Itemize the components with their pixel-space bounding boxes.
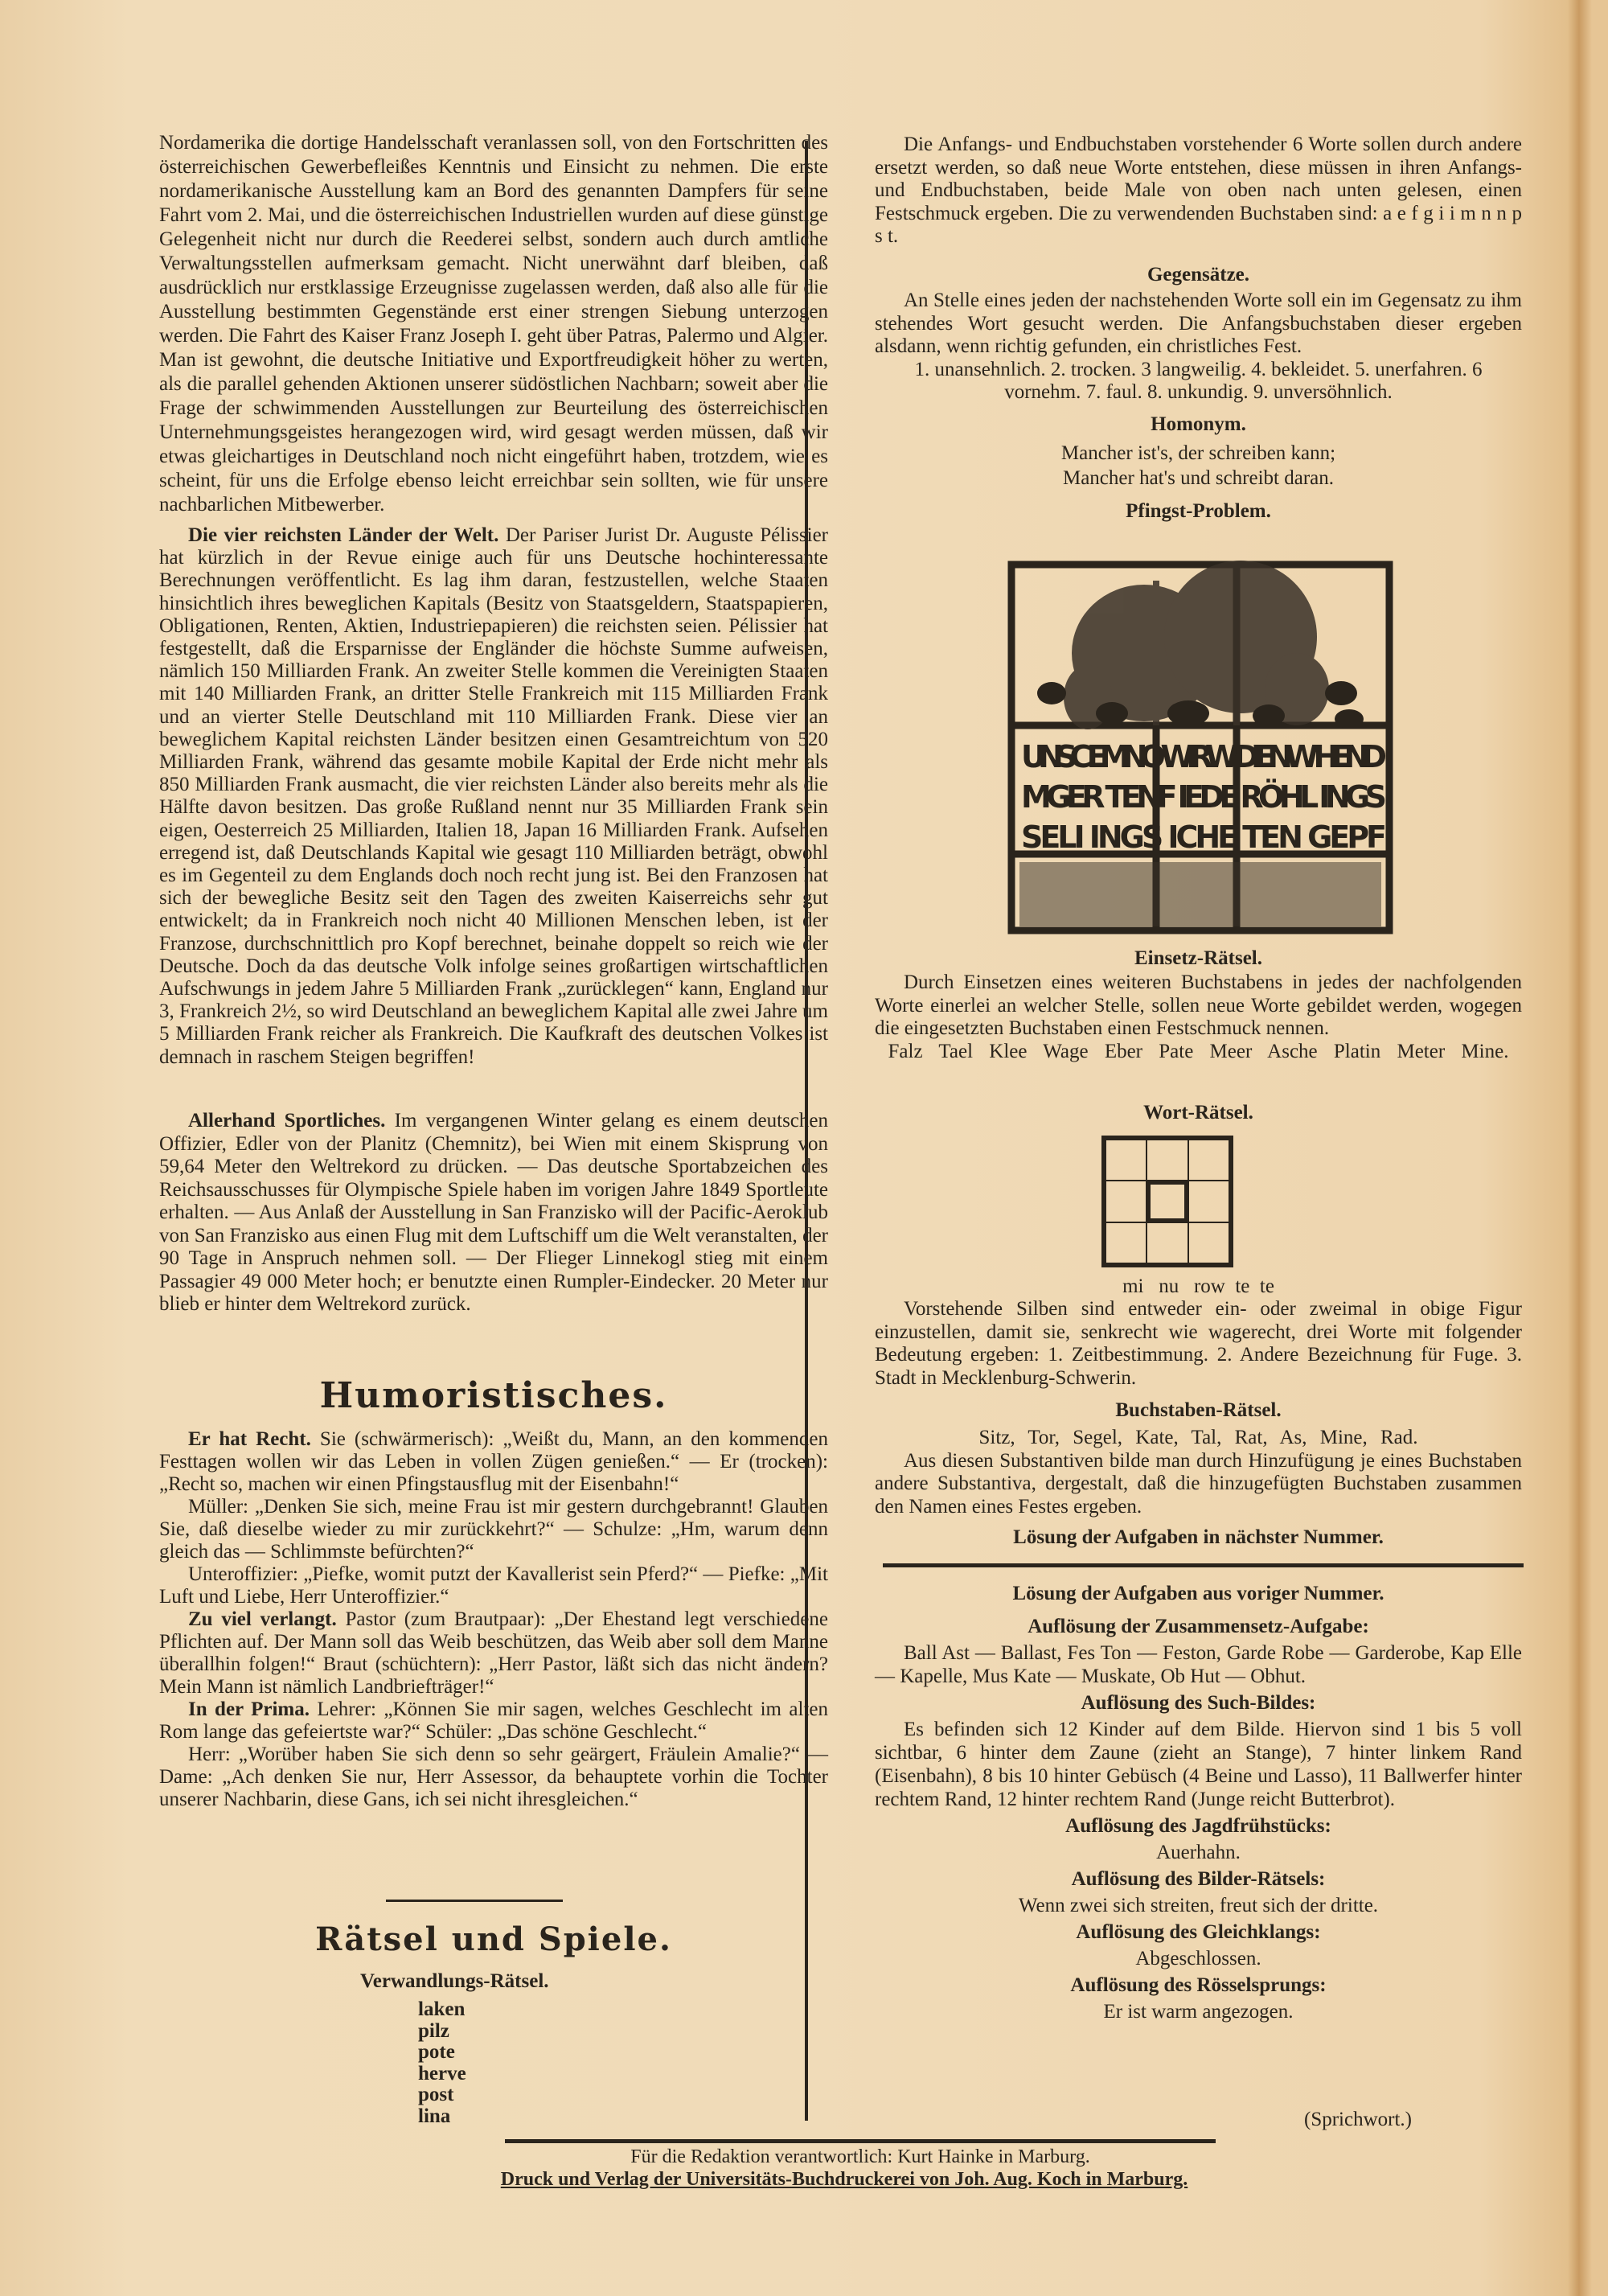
solutions-title: Lösung der Aufgaben aus voriger Nummer. <box>1012 1583 1384 1604</box>
solution-title: Auflösung des Such-Bildes: <box>1081 1692 1316 1714</box>
next-issue-note: Lösung der Aufgaben in nächster Nummer. <box>1013 1526 1384 1548</box>
article-lead: Allerhand Sportliches. <box>188 1110 386 1132</box>
solution-text: Auerhahn. <box>1156 1842 1241 1863</box>
joke-text: Müller: „Denken Sie sich, meine Frau ist mir gestern durchgebrannt! Glauben Sie, daß dieselbe wieder zu mir zurückkehrt?“ — Schulze: „Hm, warum denn gleich das — Schlimmste befürchten?“ <box>159 1496 828 1563</box>
joke-text: Herr: „Worüber haben Sie sich denn so sehr geärgert, Fräulein Amalie?“ — Dame: „Ach denken Sie nur, Herr Assessor, da behauptete vorhin die Tochter unserer Nachbarin, diese Gans, ich sei nicht ihresgleichen.“ <box>159 1744 828 1810</box>
word-list: Falz Tael Klee Wage Eber Pate Meer Asche Platin Meter Mine. <box>888 1040 1509 1062</box>
puzzle-word: pilz <box>418 2019 449 2042</box>
paragraph: Nordamerika die dortige Handelsschaft veranlassen soll, von den Fortschritten des österreichischen Gewerbefleißes Kenntnis und Einsicht zu nehmen. Die erste nordamerikanische Ausstellung kam an Bord des genannten Dampfers für seine Fahrt vom 2. Mai, und die österreichischen Industriellen wurden auf diese günstige Gelegenheit nicht nur durch die Reederei selbst, sondern auch durch amtliche Verwaltungsstellen aufmerksam gemacht. Nicht unerwähnt darf bleiben, daß ausdrücklich nur erstklassige Erzeugnisse zugelassen werden, daß also alle für die Ausstellung bestimmten Gegenstände erst einer strengen Siebung unterzogen werden. Die Fahrt des Kaiser Franz Joseph I. geht über Patras, Palermo und Algier. Man ist gewohnt, die deutsche Initiative und Exportfreudigkeit höher zu werten, als die parallel gehenden Aktionen unserer südöstlichen Nachbarn; soweit aber die Frage der schwimmenden Ausstellungen zur Beurteilung des österreichischen Unternehmungsgeistes herangezogen wird, wird gesagt werden müssen, daß wir etwas gleichartiges in Deutschland noch nicht eingeführt haben, trotzdem, wie es scheint, für uns die Erfolge ebenso leicht erreichbar sein sollten, wie für unsere nachbarlichen Mitbewerber. <box>159 132 828 515</box>
pfingst-picture-puzzle <box>995 532 1526 939</box>
homonym-verse <box>875 441 1522 491</box>
paragraph: Aus diesen Substantiven bilde man durch Hinzufügung je eines Buchstaben andere Substantiva, dergestalt, daß die hinzugefügten Buchstaben zusammen den Namen eines Festes ergeben. <box>875 1449 1522 1518</box>
solution-text: Er ist warm angezogen. <box>1103 2001 1294 2023</box>
footer-printer: Druck und Verlag der Universitäts-Buchdruckerei von Joh. Aug. Koch in Marburg. <box>500 2169 1188 2190</box>
puzzle-title-wort: Wort-Rätsel. <box>1143 1102 1253 1123</box>
article-sports <box>159 1110 828 1316</box>
puzzle-title-einsetz: Einsetz-Rätsel. <box>1134 947 1262 969</box>
solution-text: Es befinden sich 12 Kinder auf dem Bilde. Hiervon sind 1 bis 5 voll sichtbar, 6 hinter dem Zaune (zieht an Stange), 7 hinter linkem Rand (Eisenbahn), 8 bis 10 hinter Gebüsch (4 Beine und Lasso), 11 Ballwerfer hinter rechtem Rand, 12 hinter rechtem Rand (Junge reicht Butterbrot). <box>875 1719 1522 1810</box>
joke-text: Pastor (zum Brautpaar): „Der Ehestand legt verschiedene Pflichten auf. Der Mann soll das Weib beschützen, das Weib aber soll dem Manne überallhin folgen!“ Braut (schüchtern): „Herr Pastor, läßt sich das nicht ändern? Mein Mann ist nämlich Landbriefträger!“ <box>159 1608 828 1698</box>
section-title-humor: Humoristisches. <box>319 1375 668 1416</box>
puzzle-intro <box>875 133 1522 248</box>
joke-title: Er hat Recht. <box>188 1428 311 1450</box>
joke-text: Unteroffizier: „Piefke, womit putzt der Kavallerist sein Pferd?“ — Piefke: „Mit Luft und Liebe, Herr Unteroffizier.“ <box>159 1563 828 1608</box>
joke-text: Sie (schwärmerisch): „Weißt du, Mann, an den kommenden Festtagen wollen wir das Leben in vollen Zügen genießen.“ — Er (trocken): „Recht so, machen wir einen Pfingstausflug mit der Eisenbahn!“ <box>159 1428 828 1495</box>
solution-title: Auflösung des Rösselsprungs: <box>1070 1974 1327 1996</box>
article-exhibition <box>159 131 828 517</box>
joke <box>159 1744 828 1811</box>
puzzle-title-gegensaetze: Gegensätze. <box>1147 264 1250 285</box>
word-list: Sitz, Tor, Segel, Kate, Tal, Rat, As, Mine, Rad. <box>978 1427 1418 1448</box>
solution-title: Auflösung der Zusammensetz-Aufgabe: <box>1028 1616 1369 1637</box>
solution-title: Auflösung des Bilder-Rätsels: <box>1071 1868 1326 1890</box>
puzzle-gegensaetze <box>875 290 1522 405</box>
footer-editor: Für die Redaktion verantwortlich: Kurt Hainke in Marburg. <box>630 2146 1090 2167</box>
paragraph: Im vergangenen Winter gelang es einem deutschen Offizier, Edler von der Planitz (Chemnitz), bei Wien mit einem Skisprung von 59,64 Meter den Weltrekord zu drücken. — Das deutsche Sportabzeichen des Reichsausschusses für Olympische Spiele haben im vorigen Jahre 1849 Sportleute erhalten. — Aus Anlaß der Ausstellung in San Franzisko will der Pacific-Aeroklub von San Franzisko aus einen Flug mit dem Luftschiff um die Welt veranstalten, der 90 Tage in Anspruch nehmen soll. — Der Flieger Linnekogl stieg mit einem Passagier 49 000 Meter hoch; er benutzte einen Rumpler-Eindecker. 20 Meter nur blieb er hinter dem Weltrekord zurück. <box>159 1110 829 1315</box>
ornament-divider <box>386 1900 563 1902</box>
puzzle-word: herve <box>418 2062 466 2084</box>
solution-title: Auflösung des Jagdfrühstücks: <box>1065 1815 1331 1837</box>
paragraph: Die Anfangs- und Endbuchstaben vorstehender 6 Worte sollen durch andere ersetzt werden, so daß neue Worte entstehen, diese müssen in ihren Anfangs- und Endbuchstaben, beide Male von oben nach unten gelesen, einen Festschmuck ergeben. Die zu verwendenden Buchstaben sind: a e f g i i m n n p s t. <box>875 133 1522 247</box>
wort-syllables: mi nu row te te <box>1122 1275 1274 1297</box>
puzzle-letters <box>1021 739 1387 855</box>
section-rule <box>883 1563 1524 1567</box>
puzzle-einsetz <box>875 971 1522 1063</box>
puzzle-word: pote <box>418 2041 455 2063</box>
solutions-list <box>875 1612 1522 2023</box>
letter-row: SELI INGS ICHE TEN GEPF <box>1021 819 1387 855</box>
solution-text: Ball Ast — Ballast, Fes Ton — Feston, Garde Robe — Garderobe, Kap Elle — Kapelle, Mus Kate — Muskate, Ob Hut — Obhut. <box>875 1642 1522 1687</box>
solution-text: Abgeschlossen. <box>1135 1948 1261 1969</box>
article-richest-countries <box>159 524 828 1069</box>
verse-line: Mancher hat's und schreibt daran. <box>1062 467 1335 489</box>
solution-title: Auflösung des Gleichklangs: <box>1076 1921 1321 1943</box>
joke-title: In der Prima. <box>188 1698 310 1720</box>
joke <box>159 1496 828 1563</box>
joke-text: Lehrer: „Können Sie mir sagen, welches Geschlecht im alten Rom lange das gefeiertste war?“ Schüler: „Das schöne Geschlecht.“ <box>159 1698 828 1743</box>
word-puzzle-grid <box>1101 1136 1233 1267</box>
puzzle-title-homonym: Homonym. <box>1151 413 1246 435</box>
puzzle-wort <box>875 1298 1522 1390</box>
paragraph: Der Pariser Jurist Dr. Auguste Pélissier hat kürzlich in der Revue einige auch für uns Deutsche hochinteressante Berechnungen veröffentlicht. Es lag ihm daran, festzustellen, welche Staaten hinsichtlich ihres beweglichen Kapitals (Besitz von Staatsgeldern, Staatspapieren, Obligationen, Renten, Aktien, Industriepapieren) die reichsten seien. Pélissier hat festgestellt, daß die Ersparnisse der Engländer die höchste Summe aufweisen, nämlich 150 Milliarden Frank. An zweiter Stelle kommen die Vereinigten Staaten mit 140 Milliarden Frank, an dritter Stelle Frankreich mit 115 Milliarden Frank und an vierter Stelle Deutschland mit 110 Milliarden Frank. Diese vier an beweglichem Kapital reichsten Länder besitzen einen Gesamtreichtum von 520 Milliarden Frank, während das gesamte mobile Kapital der Erde nicht mehr als 850 Milliarden Frank ausmacht, die vier reichsten Länder also bereits mehr als die Hälfte davon besitzen. Das große Rußland nennt nur 35 Milliarden Frank sein eigen, Oesterreich 25 Milliarden, Italien 18, Japan 16 Milliarden Frank. Aufsehen erregend ist, daß Deutschlands Kapital wie gesagt 110 Milliarden beträgt, obwohl es im Gegenteil zu dem Englands doch noch recht jung ist. Bei den Franzosen hat sich der bewegliche Besitz seit den Tagen des zweiten Kaiserreichs sehr gut entwickelt; da in Frankreich noch nicht 40 Millionen Menschen leben, ist der Franzose, durchschnittlich pro Kopf berechnet, beinahe doppelt so reich wie der Deutsche. Doch da das deutsche Volk infolge seines großartigen wirtschaftlichen Aufschwungs in jedem Jahre 5 Milliarden Frank „zurücklegen“ kann, England nur 3, Frankreich 2½, so wird Deutschland an beweglichem Kapital alle zwei Jahre um 5 Milliarden Frank reicher als Frankreich. Die Kaufkraft des deutschen Volkes ist demnach in raschem Steigen begriffen! <box>159 524 828 1068</box>
puzzle-word: laken <box>418 1998 466 2020</box>
puzzle-title-verwandlung: Verwandlungs-Rätsel. <box>360 1970 549 1992</box>
puzzle-word: post <box>418 2084 454 2105</box>
section-title-puzzles: Rätsel und Spiele. <box>315 1920 672 1958</box>
puzzle-word: lina <box>418 2105 451 2127</box>
letter-row: UNSC EMNO WIRW DIENW HEND <box>1021 739 1387 774</box>
word-list: 1. unansehnlich. 2. trocken. 3 langweilig. 4. bekleidet. 5. unerfahren. 6 vornehm. 7. faul. 8. unkundig. 9. unversöhnlich. <box>914 358 1483 403</box>
joke <box>159 1608 828 1698</box>
joke <box>159 1563 828 1608</box>
puzzle-title-pfingst: Pfingst-Problem. <box>1126 500 1271 522</box>
solution-text: Wenn zwei sich streiten, freut sich der dritte. <box>1018 1895 1379 1916</box>
article-lead: Die vier reichsten Länder der Welt. <box>188 524 499 546</box>
humor-list <box>159 1428 828 1811</box>
verse-line: Mancher ist's, der schreiben kann; <box>1060 442 1336 464</box>
paragraph: An Stelle eines jeden der nachstehenden Worte soll ein im Gegensatz zu ihm stehendes Wort gesucht werden. Die Anfangsbuchstaben dieser ergeben alsdann, wenn richtig gefunden, ein christliches Fest. <box>875 290 1522 357</box>
puzzle-title-buchstaben: Buchstaben-Rätsel. <box>1115 1399 1282 1421</box>
sprichwort-note: (Sprichwort.) <box>1304 2109 1412 2130</box>
puzzle-buchstaben <box>875 1427 1522 1518</box>
joke <box>159 1428 828 1496</box>
footer-rule <box>505 2139 1216 2143</box>
verwandlung-words <box>418 1999 466 2127</box>
letter-row: MGER TENF IEDE RÖHL INGS <box>1021 779 1387 815</box>
joke <box>159 1698 828 1744</box>
paragraph: Durch Einsetzen eines weiteren Buchstabens in jedes der nachfolgenden Worte einerlei an welcher Stelle, sollen neue Worte gebildet werden, wogegen die eingesetzten Buchstaben einen Festschmuck nennen. <box>875 971 1522 1039</box>
paragraph: Vorstehende Silben sind entweder ein- oder zweimal in obige Figur einzustellen, damit sie, senkrecht wie wagerecht, drei Worte mit folgender Bedeutung ergeben: 1. Zeitbestimmung. 2. Andere Bezeichnung für Fuge. 3. Stadt in Mecklenburg-Schwerin. <box>875 1298 1522 1389</box>
joke-title: Zu viel verlangt. <box>188 1608 337 1630</box>
